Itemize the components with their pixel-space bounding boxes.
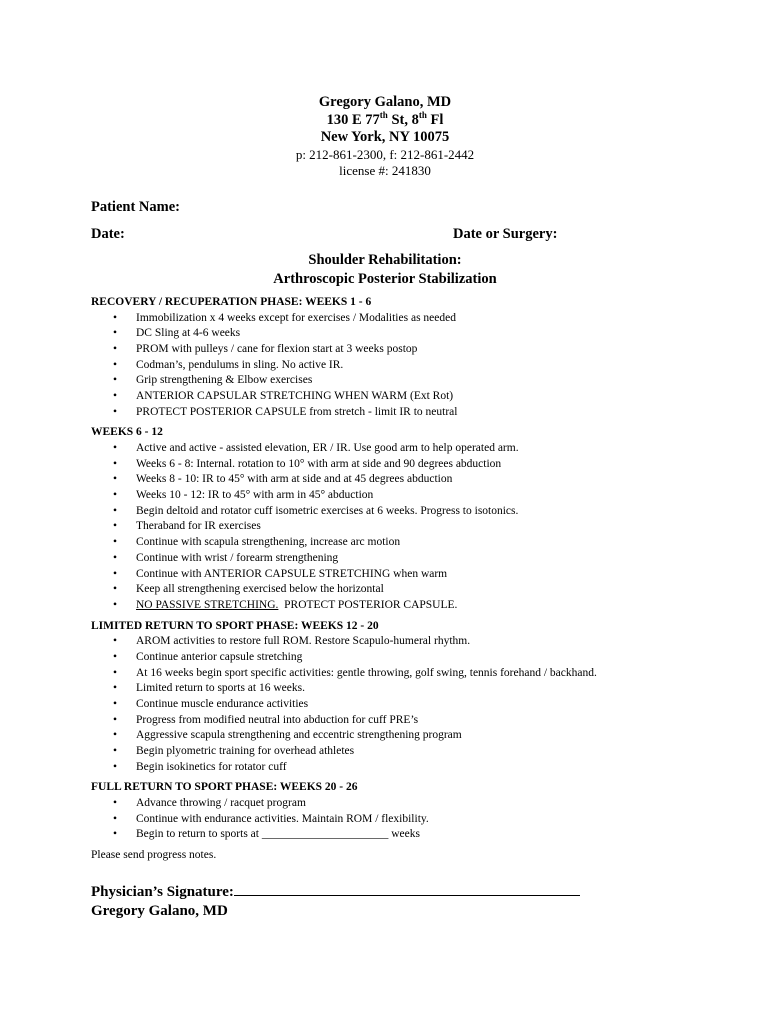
list-item-text: Weeks 6 - 8: Internal. rotation to 10° with arm at side and 90 degrees abduction [136, 457, 502, 470]
list-item-text: AROM activities to restore full ROM. Restore Scapulo-humeral rhythm. [136, 635, 471, 648]
list-item-text: PROTECT POSTERIOR CAPSULE. [278, 598, 458, 611]
bullet-icon: • [113, 796, 118, 809]
list-item [91, 796, 691, 812]
list-item-text: Weeks 8 - 10: IR to 45° with arm at side and at 45 degrees abduction [136, 473, 453, 486]
bullet-icon: • [113, 473, 118, 486]
list-item [91, 744, 691, 760]
bullet-icon: • [113, 489, 118, 502]
list-item-text: PROM with pulleys / cane for flexion start at 3 weeks postop [136, 342, 418, 355]
list-item [91, 598, 691, 614]
title-line-1: Shoulder Rehabilitation: [308, 252, 462, 268]
list-item [91, 760, 691, 776]
list-item [91, 441, 691, 457]
list-item-text: Progress from modified neutral into abduction for cuff PRE’s [136, 713, 419, 726]
list-item [91, 697, 691, 713]
list-item-text: Begin plyometric training for overhead athletes [136, 745, 355, 758]
bullet-icon: • [113, 697, 118, 710]
bullet-icon: • [113, 745, 118, 758]
section-list [91, 311, 691, 421]
section-list [91, 796, 691, 843]
protocol-body [91, 295, 691, 864]
list-item-text: Continue with ANTERIOR CAPSULE STRETCHING when warm [136, 567, 448, 580]
patient-name-label: Patient Name: [91, 199, 180, 215]
section-heading: RECOVERY / RECUPERATION PHASE: WEEKS 1 - 6 [91, 296, 372, 308]
list-item [91, 389, 691, 405]
list-item-text: Aggressive scapula strengthening and eccentric strengthening program [136, 729, 462, 742]
section-list [91, 441, 691, 614]
phase-sections [91, 295, 691, 843]
address-superscript: th [379, 109, 388, 120]
list-item [91, 812, 691, 828]
list-item-text: At 16 weeks begin sport specific activities: gentle throwing, golf swing, tennis forehand / backhand. [136, 666, 597, 679]
bullet-icon: • [113, 567, 118, 580]
list-item [91, 373, 691, 389]
bullet-icon: • [113, 390, 118, 403]
bullet-icon: • [113, 551, 118, 564]
list-item-text: Continue with scapula strengthening, increase arc motion [136, 536, 401, 549]
list-item [91, 405, 691, 421]
address-superscript: th [418, 109, 427, 120]
list-item-text: Limited return to sports at 16 weeks. [136, 682, 305, 695]
list-item [91, 634, 691, 650]
address-part: St, 8 [387, 111, 419, 128]
letterhead [0, 94, 770, 179]
underlined-warning: NO PASSIVE STRETCHING. [136, 598, 279, 611]
bullet-icon: • [113, 441, 118, 454]
list-item [91, 472, 691, 488]
bullet-icon: • [113, 536, 118, 549]
bullet-icon: • [113, 666, 118, 679]
list-item [91, 713, 691, 729]
list-item [91, 504, 691, 520]
list-item [91, 650, 691, 666]
bullet-icon: • [113, 583, 118, 596]
list-item [91, 311, 691, 327]
list-item-text: ANTERIOR CAPSULAR STRETCHING WHEN WARM (Ext Rot) [136, 390, 454, 403]
doctor-name: Gregory Galano, MD [318, 94, 452, 110]
list-item [91, 326, 691, 342]
list-item [91, 342, 691, 358]
section-heading: WEEKS 6 - 12 [91, 426, 163, 439]
list-item [91, 488, 691, 504]
list-item-text: Begin to return to sports at ______________________ weeks [136, 828, 420, 841]
list-item [91, 728, 691, 744]
list-item-text: Keep all strengthening exercised below the horizontal [136, 583, 384, 596]
signature-line [234, 881, 580, 896]
bullet-icon: • [113, 760, 118, 773]
address-line [0, 109, 770, 130]
bullet-icon: • [113, 405, 118, 418]
section-heading: FULL RETURN TO SPORT PHASE: WEEKS 20 - 26 [91, 781, 358, 794]
list-item-text: PROTECT POSTERIOR CAPSULE from stretch - limit IR to neutral [136, 405, 458, 418]
list-item [91, 681, 691, 697]
list-item-text: Theraband for IR exercises [136, 520, 261, 533]
bullet-icon: • [113, 342, 118, 355]
address-part: 130 E 77 [326, 111, 380, 128]
bullet-icon: • [113, 457, 118, 470]
bullet-icon: • [113, 650, 118, 663]
list-item-text: Advance throwing / racquet program [136, 796, 306, 809]
list-item [91, 827, 691, 843]
bullet-icon: • [113, 374, 118, 387]
bullet-icon: • [113, 682, 118, 695]
list-item [91, 582, 691, 598]
list-item-text: Begin isokinetics for rotator cuff [136, 760, 287, 773]
list-item-text: DC Sling at 4-6 weeks [136, 327, 241, 340]
bullet-icon: • [113, 828, 118, 841]
list-item-text: Immobilization x 4 weeks except for exercises / Modalities as needed [136, 311, 456, 324]
list-item-text: Codman’s, pendulums in sling. No active IR. [136, 358, 344, 371]
bullet-icon: • [113, 327, 118, 340]
document-title [0, 251, 770, 289]
address-part: Fl [426, 111, 444, 128]
list-item [91, 567, 691, 583]
signature-name: Gregory Galano, MD [91, 903, 228, 919]
list-item-text: Continue muscle endurance activities [136, 697, 309, 710]
bullet-icon: • [113, 598, 118, 611]
date-label: Date: [91, 226, 125, 242]
list-item [91, 535, 691, 551]
license-line: license #: 241830 [339, 162, 431, 178]
signature-label: Physician’s Signature: [91, 884, 234, 900]
section-heading: LIMITED RETURN TO SPORT PHASE: WEEKS 12 - 20 [91, 619, 379, 632]
list-item [91, 551, 691, 567]
signature-block [91, 881, 580, 921]
list-item [91, 457, 691, 473]
list-item-text: Active and active - assisted elevation, ER / IR. Use good arm to help operated arm. [136, 441, 519, 454]
section-list [91, 634, 691, 775]
bullet-icon: • [113, 635, 118, 648]
list-item-text: Continue anterior capsule stretching [136, 650, 303, 663]
bullet-icon: • [113, 504, 118, 517]
bullet-icon: • [113, 520, 118, 533]
bullet-icon: • [113, 729, 118, 742]
list-item-text: Continue with endurance activities. Maintain ROM / flexibility. [136, 812, 429, 825]
signature-row [91, 881, 580, 902]
phone-fax-line: p: 212-861-2300, f: 212-861-2442 [295, 146, 475, 162]
city-line: New York, NY 10075 [320, 129, 450, 145]
list-item-text: Continue with wrist / forearm strengthening [136, 551, 339, 564]
list-item-text: Grip strengthening & Elbow exercises [136, 374, 313, 387]
list-item-text: Begin deltoid and rotator cuff isometric exercises at 6 weeks. Progress to isotonics. [136, 504, 519, 517]
progress-note: Please send progress notes. [91, 849, 217, 862]
bullet-icon: • [113, 358, 118, 371]
surgery-date-label: Date or Surgery: [453, 226, 558, 242]
title-line-2: Arthroscopic Posterior Stabilization [273, 271, 497, 287]
bullet-icon: • [113, 311, 118, 324]
list-item [91, 666, 691, 682]
bullet-icon: • [113, 713, 118, 726]
bullet-icon: • [113, 812, 118, 825]
list-item-text: Weeks 10 - 12: IR to 45° with arm in 45° abduction [136, 489, 374, 502]
list-item [91, 358, 691, 374]
list-item [91, 519, 691, 535]
